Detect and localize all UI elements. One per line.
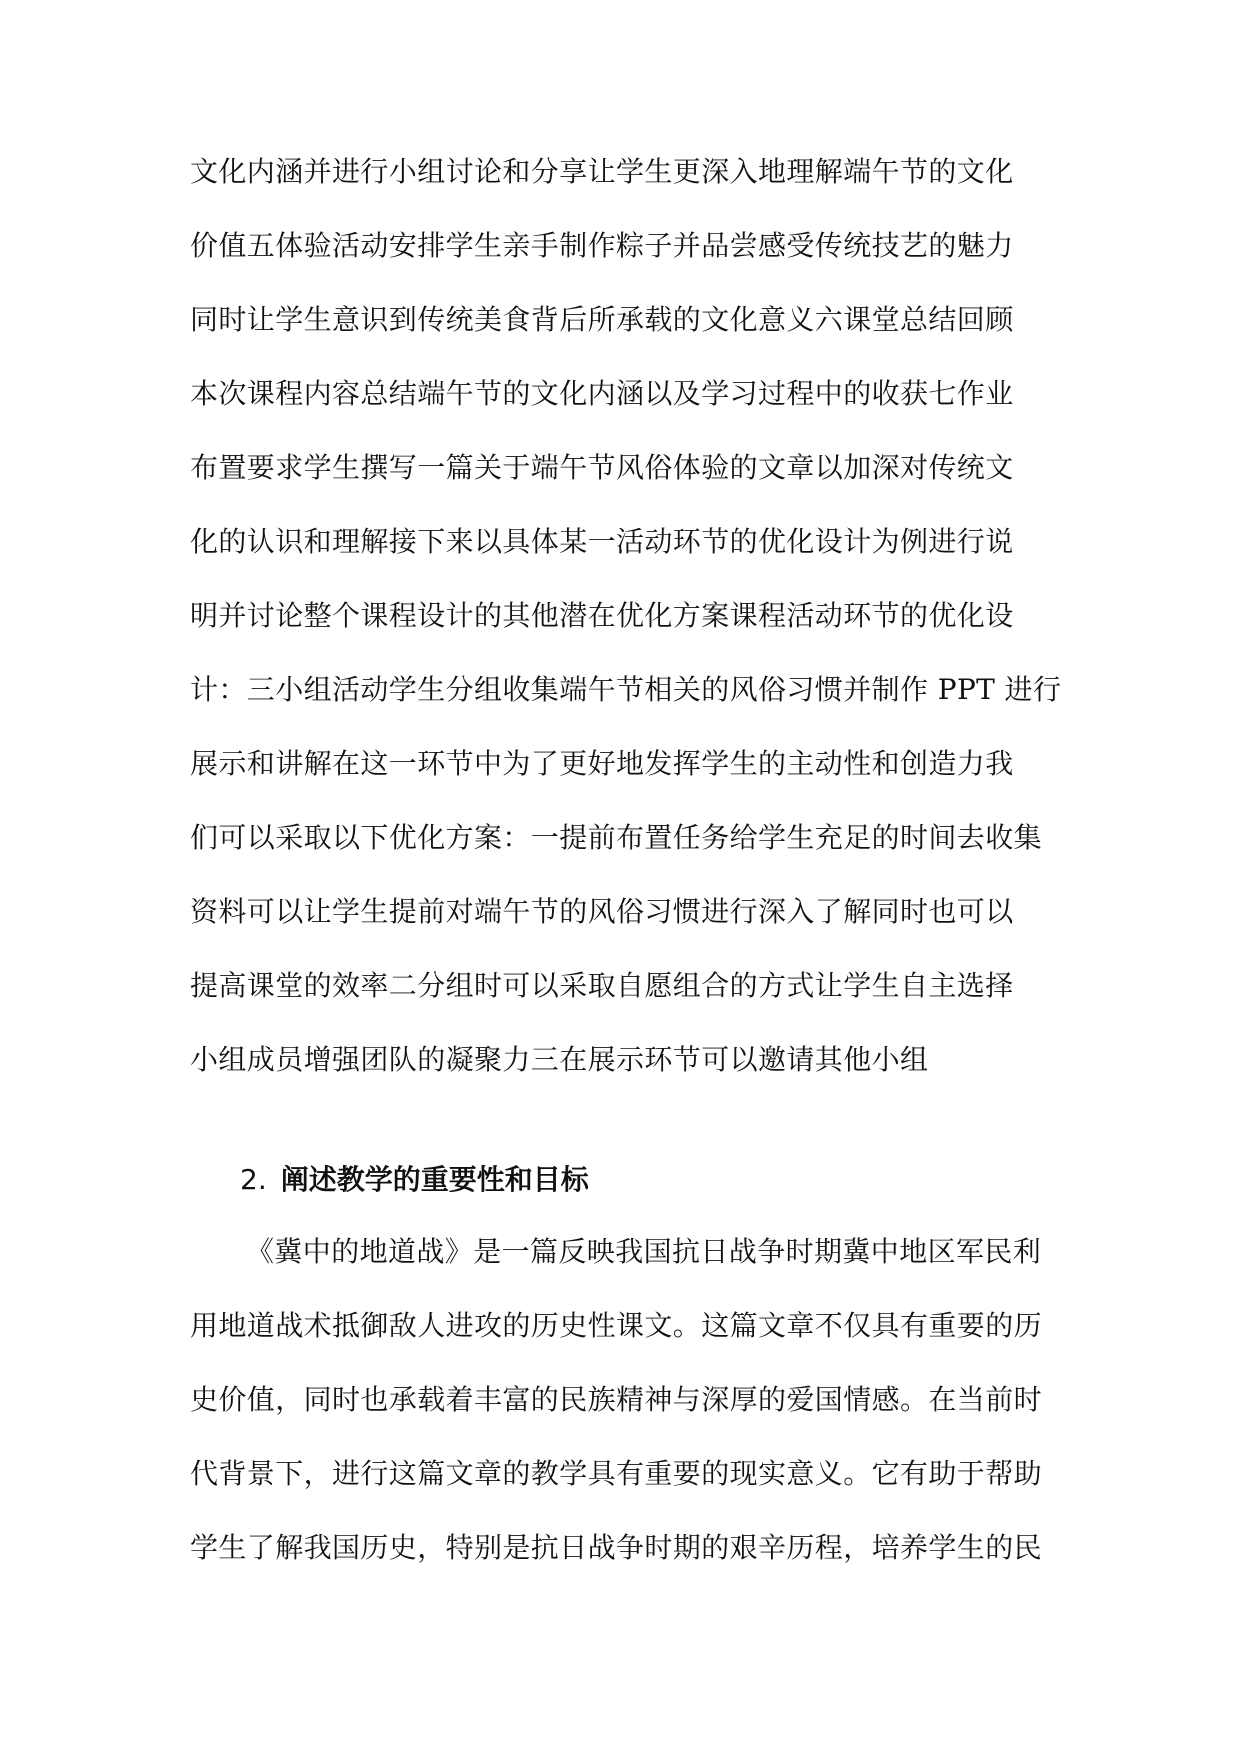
text-line: 资料可以让学生提前对端午节的风俗习惯进行深入了解同时也可以 — [190, 895, 1014, 928]
text-line: 用地道战术抵御敌人进攻的历史性课文。这篇文章不仅具有重要的历 — [190, 1309, 1043, 1342]
text-line: 展示和讲解在这一环节中为了更好地发挥学生的主动性和创造力我 — [190, 747, 1014, 780]
text-line: 史价值，同时也承载着丰富的民族精神与深厚的爱国情感。在当前时 — [190, 1383, 1043, 1416]
text-line: 本次课程内容总结端午节的文化内涵以及学习过程中的收获七作业 — [190, 377, 1014, 410]
text-line: 化的认识和理解接下来以具体某一活动环节的优化设计为例进行说 — [190, 525, 1014, 558]
text-line: 明并讨论整个课程设计的其他潜在优化方案课程活动环节的优化设 — [190, 599, 1014, 632]
section-heading — [240, 1160, 589, 1200]
section-title: 阐述教学的重要性和目标 — [280, 1163, 589, 1196]
text-line: 《冀中的地道战》是一篇反映我国抗日战争时期冀中地区军民利 — [246, 1235, 1042, 1268]
text-line: 小组成员增强团队的凝聚力三在展示环节可以邀请其他小组 — [190, 1043, 929, 1076]
text-line: 提高课堂的效率二分组时可以采取自愿组合的方式让学生自主选择 — [190, 969, 1014, 1002]
text-line: 布置要求学生撰写一篇关于端午节风俗体验的文章以加深对传统文 — [190, 451, 1014, 484]
text-line: 们可以采取以下优化方案：一提前布置任务给学生充足的时间去收集 — [190, 821, 1043, 854]
paragraph-teaching-importance — [190, 1215, 1060, 1585]
paragraph-activity-design — [190, 135, 1060, 1097]
text-line: 代背景下，进行这篇文章的教学具有重要的现实意义。它有助于帮助 — [190, 1457, 1043, 1490]
text-line: 学生了解我国历史，特别是抗日战争时期的艰辛历程，培养学生的民 — [190, 1531, 1043, 1564]
text-line: 价值五体验活动安排学生亲手制作粽子并品尝感受传统技艺的魅力 — [190, 229, 1014, 262]
text-line: 文化内涵并进行小组讨论和分享让学生更深入地理解端午节的文化 — [190, 155, 1014, 188]
text-line: 同时让学生意识到传统美食背后所承载的文化意义六课堂总结回顾 — [190, 303, 1014, 336]
text-line: 计：三小组活动学生分组收集端午节相关的风俗习惯并制作 PPT 进行 — [190, 673, 1062, 706]
section-number: 2. — [240, 1163, 267, 1196]
